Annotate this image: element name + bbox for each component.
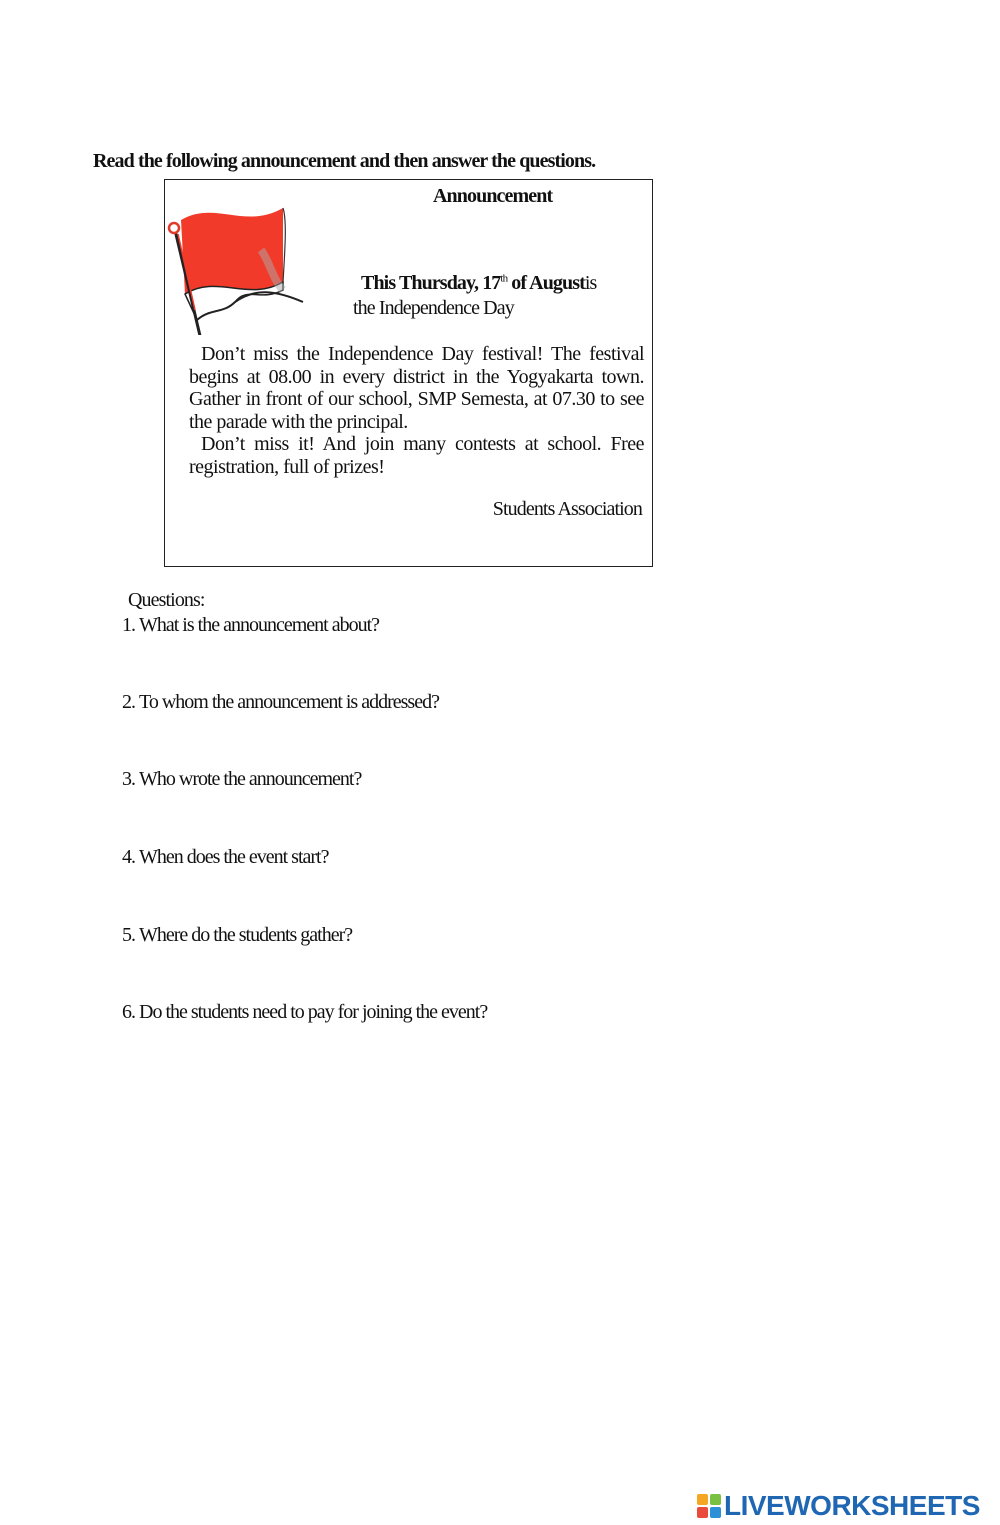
- question-item: [122, 1001, 487, 1024]
- flag-icon: [165, 190, 310, 335]
- question-text: Do the students need to pay for joining the event?: [139, 1001, 488, 1023]
- brand-logo-square: [697, 1494, 708, 1505]
- question-item: [122, 846, 328, 869]
- brand-logo-square: [697, 1507, 708, 1518]
- brand-logo-square: [710, 1507, 721, 1518]
- date-tail: is: [584, 272, 597, 294]
- question-text: Who wrote the announcement?: [139, 768, 362, 790]
- question-item: [122, 691, 439, 714]
- brand-logo-icon: [697, 1494, 721, 1518]
- question-number: 6.: [122, 1001, 135, 1023]
- date-superscript: th: [500, 272, 508, 285]
- announcement-paragraph: Don’t miss it! And join many contests at school. Free registration, full of prizes!: [189, 433, 644, 478]
- liveworksheets-logo[interactable]: [697, 1491, 980, 1521]
- question-text: Where do the students gather?: [139, 924, 353, 946]
- announcement-title: Announcement: [433, 185, 553, 207]
- date-bold-prefix: This Thursday, 17: [361, 272, 501, 294]
- announcement-paragraph: Don’t miss the Independence Day festival! The festival begins at 08.00 in every district in the Yogyakarta town. Gather in front of our school, SMP Semesta, at 07.30 to see the parade with the principal.: [189, 343, 644, 433]
- brand-name: LIVEWORKSHEETS: [724, 1490, 980, 1521]
- question-text: What is the announcement about?: [139, 614, 380, 636]
- question-number: 2.: [122, 691, 135, 713]
- announcement-box: [164, 179, 653, 567]
- questions-label: Questions:: [128, 589, 205, 611]
- announcement-subtitle: the Independence Day: [353, 297, 514, 319]
- question-number: 4.: [122, 846, 135, 868]
- announcement-date: [361, 272, 596, 295]
- instruction-heading: Read the following announcement and then answer the questions.: [93, 150, 596, 172]
- question-number: 3.: [122, 768, 135, 790]
- question-text: When does the event start?: [139, 846, 329, 868]
- question-item: [122, 614, 379, 637]
- announcement-body: [189, 343, 644, 478]
- question-text: To whom the announcement is addressed?: [139, 691, 439, 713]
- question-item: [122, 768, 361, 791]
- question-number: 1.: [122, 614, 135, 636]
- question-number: 5.: [122, 924, 135, 946]
- question-item: [122, 924, 352, 947]
- announcement-signature: Students Association: [492, 498, 642, 520]
- date-bold-suffix: of August: [507, 272, 585, 294]
- brand-logo-square: [710, 1494, 721, 1505]
